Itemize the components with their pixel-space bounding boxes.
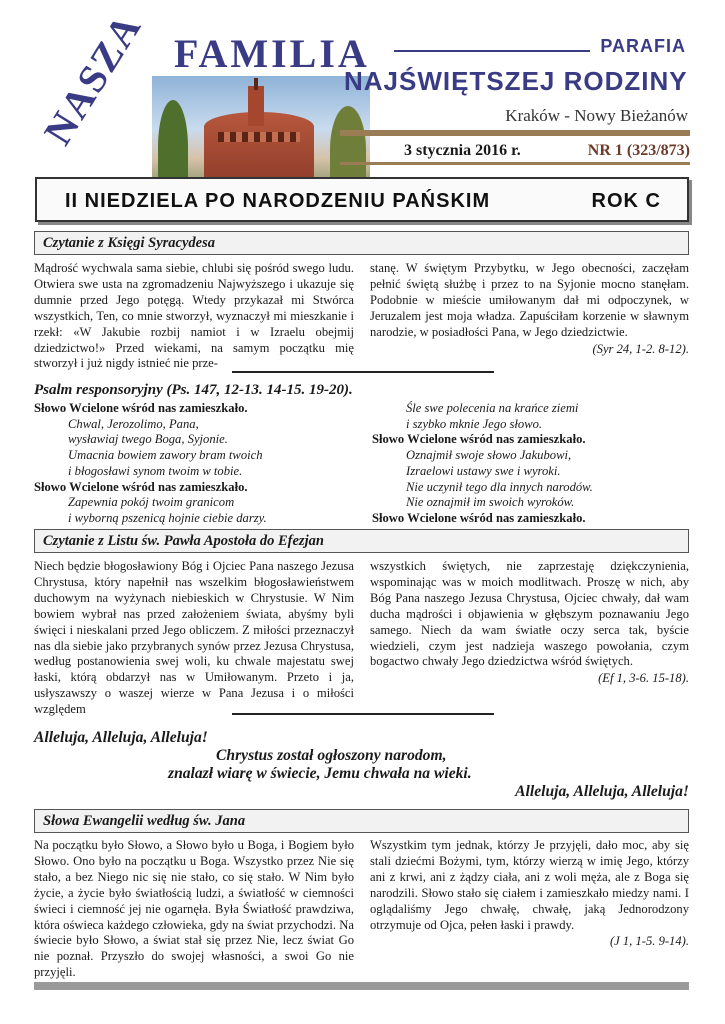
- reading2-reference: (Ef 1, 3-6. 15-18).: [598, 671, 689, 686]
- reading2-left-text: Niech będzie błogosławiony Bóg i Ojciec Pana naszego Jezusa Chrystusa, który napełnił nas wszelkim błogosławieństwem duchowym na wyżynach niebieskich w Chrystusie. W Nim bowiem wybrał nas przed założeniem świata, abyśmy byli święci i nieskalani przed Jego obliczem. Z miłości przeznaczył nas dla siebie jako przybranych synów przez Jezusa Chrystusa, według postanowienia swej woli, ku chwale majestatu swej łaski, którą obdarzył nas w Umiłowanym. Przeto i ja, usłyszawszy o waszej wierze w Pana Jezusa i o miłości względem: [34, 559, 354, 717]
- reading1-reference: (Syr 24, 1-2. 8-12).: [592, 341, 689, 356]
- cross-icon: [254, 78, 258, 90]
- reading1-left-column: [34, 261, 354, 372]
- alleluia-verse-1: Chrystus został ogłoszony narodom,: [216, 747, 447, 764]
- reading1-heading: Czytanie z Księgi Syracydesa: [43, 235, 215, 251]
- psalm-refrain: Słowo Wcielone wśród nas zamieszkało.: [372, 510, 586, 525]
- reading2-left-column: [34, 559, 354, 718]
- gospel-left-text: Na początku było Słowo, a Słowo było u Boga, i Bogiem było Słowo. Ono było na początku u Boga. Wszystko przez Nie się stało, a bez Niego nic się nie stało, co się stało. W Nim było życie, a życie było światłością ludzi, a światłość w ciemności świeci i ciemność jej nie ogarnęła. Była Światłość prawdziwa, która oświeca każdego człowieka, gdy na świat przychodzi. Na świecie było Słowo, a świat stał się przez Nie, lecz świat Go nie poznał. Przyszło do swojej własności, a swoi Go nie przyjęli.: [34, 838, 354, 980]
- psalm-verse: Chwal, Jerozolimo, Pana,: [68, 416, 199, 431]
- liturgical-year: ROK C: [591, 190, 661, 212]
- section-divider: [232, 713, 494, 715]
- sunday-title: II NIEDZIELA PO NARODZENIU PAŃSKIM: [65, 190, 491, 212]
- psalm-verse: Nie uczynił tego dla innych narodów.: [406, 479, 593, 494]
- title-familia: FAMILIA: [174, 31, 370, 76]
- reading1-right-text: stanę. W świętym Przybytku, w Jego obecności, zaczęłam pełnić świętą służbę i przez to na Syjonie mocno stanęłam. Podobnie w mieście umiłowanym dał mi odpoczynek, w Jeruzalem jest moja władza. Zapuściłam korzenie w sławnym narodzie, w posiadłości Pana, w Jego dziedzictwie.: [370, 261, 689, 339]
- psalm-verse: Izraelowi ustawy swe i wyroki.: [406, 463, 561, 478]
- psalm-verse: Umacnia bowiem zawory bram twoich: [68, 448, 263, 463]
- psalm-verse: Śle swe polecenia na krańce ziemi: [406, 401, 579, 415]
- reading2-right-column: [370, 559, 689, 687]
- psalm-verse: Zapewnia pokój twoim granicom: [68, 495, 235, 510]
- psalm-verse: i wyborną pszenicą hojnie ciebie darzy.: [68, 510, 267, 525]
- footer-bar: [34, 982, 689, 990]
- reading2-right-text: wszystkich świętych, nie zaprzestaję dziękczynienia, wspominając was w moich modlitwach. Proszę w nich, aby Bóg Pana naszego Jezusa Chrystusa, Ojciec chwały, dał wam ducha mądrości i objawienia w głębszym poznawaniu Jego samego. Niech da wam światłe oczy serca tak, byście wiedzieli, czym jest nadzieja waszego powołania, czym bogactwo chwały Jego dziedzictwa wśród świętych.: [370, 559, 689, 669]
- gospel-heading: Słowa Ewangelii według św. Jana: [43, 813, 246, 829]
- psalm-heading: Psalm responsoryjny (Ps. 147, 12-13. 14-15. 19-20).: [34, 382, 353, 398]
- sunday-title-box: [35, 177, 689, 222]
- alleluia-verse-2: znalazł wiarę w świecie, Jemu chwała na wieki.: [168, 765, 472, 782]
- psalm-refrain: Słowo Wcielone wśród nas zamieszkało.: [34, 479, 248, 494]
- gospel-right-text: Wszystkim tym jednak, którzy Je przyjęli, dało moc, aby się stali dziećmi Bożymi, tym, którzy wierzą w imię Jego, którzy ani z krwi, ani z żądzy ciała, ani z woli męża, ale z Boga się narodzili. Słowo stało się ciałem i zamieszkało miedzy nami. I oglądaliśmy Jego chwałę, chwałę, jaką Jednorodzony otrzymuje od Ojca, pełen łaski i prawdy.: [370, 838, 689, 932]
- gospel-right-column: [370, 838, 689, 950]
- reading2-heading: Czytanie z Listu św. Pawła Apostoła do Efezjan: [43, 533, 324, 549]
- psalm-verse: i szybko mknie Jego słowo.: [406, 416, 543, 431]
- title-nasza: NASZA: [34, 5, 151, 153]
- gospel-left-column: [34, 838, 354, 981]
- psalm-verse: wysławiaj twego Boga, Syjonie.: [68, 432, 228, 447]
- parish-name: NAJŚWIĘTSZEJ RODZINY: [344, 66, 688, 96]
- masthead: [34, 5, 690, 166]
- psalm-verse: Nie oznajmił im swoich wyroków.: [406, 495, 575, 510]
- reading1-heading-box: [34, 231, 689, 255]
- gospel-reference: (J 1, 1-5. 9-14).: [609, 934, 689, 949]
- psalm-left-column: [34, 401, 267, 527]
- church-tower: [248, 86, 264, 126]
- issue-number: NR 1 (323/873): [587, 142, 690, 159]
- header-bar: [340, 130, 690, 136]
- psalm-right-column: [372, 401, 593, 527]
- location-label: Kraków - Nowy Bieżanów: [505, 106, 688, 125]
- divider-line: [394, 50, 590, 52]
- issue-date: 3 stycznia 2016 r.: [404, 142, 521, 159]
- alleluia-line-2: Alleluja, Alleluja, Alleluja!: [515, 783, 689, 800]
- alleluia-line-1: Alleluja, Alleluja, Alleluja!: [34, 729, 208, 746]
- reading2-heading-box: [34, 529, 689, 553]
- section-divider: [232, 371, 494, 373]
- psalm-verse: i błogosławi synom twoim w tobie.: [68, 463, 243, 478]
- psalm-refrain: Słowo Wcielone wśród nas zamieszkało.: [34, 401, 248, 415]
- reading1-left-text: Mądrość wychwala sama siebie, chlubi się pośród swego ludu. Otwiera swe usta na zgromadzeniu Najwyższego i ukazuje się dumnie przed Jego potęgą. Wtedy przykazał mi Stwórca wszystkich, Ten, co mnie stworzył, wyznaczył mi mieszkanie i rzekł: «W Jakubie rozbij namiot i w Izraelu obejmij dziedzictwo!» Przed wiekami, na samym początku mię stworzył i już nigdy istnieć nie prze-: [34, 261, 354, 371]
- gospel-heading-box: [34, 809, 689, 833]
- psalm-refrain: Słowo Wcielone wśród nas zamieszkało.: [372, 432, 586, 447]
- reading1-right-column: [370, 261, 689, 357]
- header-bar-bottom: [340, 162, 690, 165]
- parafia-label: PARAFIA: [600, 36, 686, 56]
- psalm-verse: Oznajmił swoje słowo Jakubowi,: [406, 448, 572, 463]
